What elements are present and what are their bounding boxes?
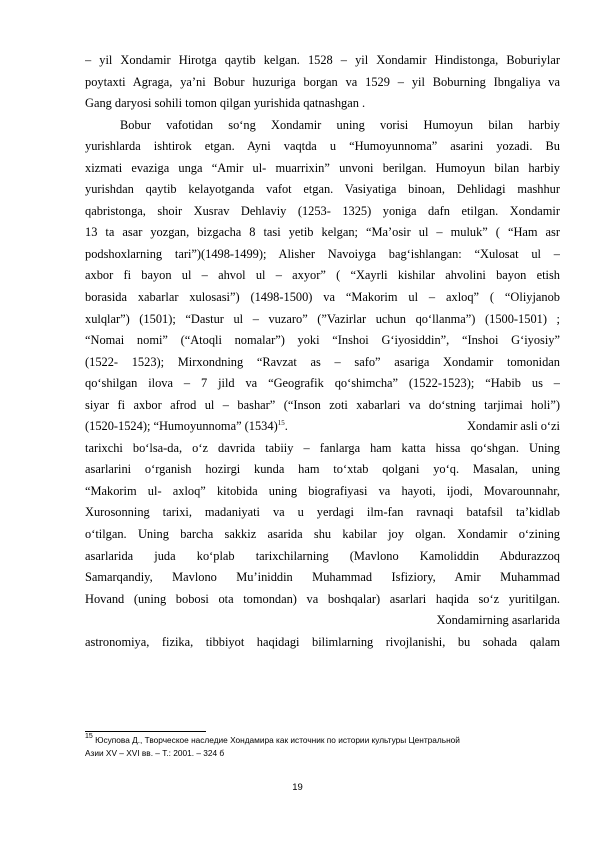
body-line: tarixchi bo‘lsa-da, o‘z davrida tabiiy – fanlarga ham katta hissa qo‘shgan. Uning: [85, 440, 560, 455]
body-line: poytaxti Agraga, ya’ni Bobur huzuriga borgan va 1529 – yil Boburning Ibngaliya va: [85, 74, 560, 89]
body-line: “Nomai nomi” (“Atoqli nomalar”) yoki “Inshoi G‘iyosiddin”, “Inshoi G‘iyosiy”: [85, 333, 560, 348]
body-line: o‘tilgan. Uning barcha sakkiz asarida shu kabilar joy olgan. Xondamir o‘zining: [85, 527, 560, 542]
footnote-text: Юсупова Д., Творческое наследие Хондамира как источник по истории культуры Центральной: [95, 735, 460, 745]
body-text: [85, 50, 560, 653]
footnote-divider: [85, 731, 206, 732]
body-line: – yil Xondamir Hirotga qaytib kelgan. 1528 – yil Xondamir Hindistonga, Boburiylar: [85, 53, 560, 67]
body-line: qabristonga, shoir Xusrav Dehlaviy (1253- 1325) yoniga dafn etilgan. Xondamir: [85, 203, 560, 218]
body-line: 13 ta asar yozgan, bizgacha 8 tasi yetib kelgan; “Ma’osir ul – muluk” ( “Ham asr: [85, 225, 560, 240]
body-line: podshoxlarning tari”)(1498-1499); Alisher Navoiyga bag‘ishlangan: “Xulosat ul –: [85, 246, 560, 261]
body-line-period: .: [284, 419, 288, 434]
body-line: Samarqandiy, Mavlono Mu’iniddin Muhammad Isfiziory, Amir Muhammad: [85, 570, 560, 585]
body-line: axbor fi bayon ul – ahvol ul – axyor” ( “Xayrli kishilar ahvolini bayon etish: [85, 268, 560, 283]
body-line: Xurosonning tarixi, madaniyati va u yerdagi ilm-fan ravnaqi batafsil ta’kidlab: [85, 505, 560, 520]
body-line-right: Xondamir asli o‘zi: [467, 419, 560, 434]
body-line: yurishlarda ishtirok etgan. Ayni vaqtda u “Humoyunnoma” asarini yozadi. Bu: [85, 139, 560, 154]
body-line-with-footnote: [85, 416, 560, 438]
footnote-line: [85, 734, 560, 747]
footnote: [85, 734, 560, 759]
body-line: qo‘shilgan ilova – 7 jild va “Geografik qo‘shimcha” (1522-1523); “Habib us –: [85, 376, 560, 391]
body-line: (1522- 1523); Mirxondning “Ravzat as – safo” asariga Xondamir tomonidan: [85, 354, 560, 369]
body-line: asarlarini o‘rganish hozirgi kunda ham to‘xtab qolgani yo‘q. Masalan, uning: [85, 462, 560, 477]
body-line: borasida xabarlar xulosasi”) (1498-1500) va “Makorim ul – axloq” ( “Oliyjanob: [85, 290, 560, 305]
body-line-text: (1520-1524); “Humoyunnoma” (1534): [85, 419, 278, 434]
body-line: “Makorim ul- axloq” kitobida uning biografiyasi va hayoti, ijodi, Movarounnahr,: [85, 483, 560, 498]
footnote-line: Азии XV – XVI вв. – Т.: 2001. – 324 б: [85, 747, 225, 758]
body-line: astronomiya, fizika, tibbiyot haqidagi bilimlarning rivojlanishi, bu sohada qalam: [85, 634, 560, 649]
body-line: xizmati evaziga unga “Amir ul- muarrixin” unvoni berilgan. Humoyun bilan harbiy: [85, 160, 560, 175]
body-line: Hovand (uning bobosi ota tomondan) va boshqalar) asarlari haqida so‘z yuritilgan.: [85, 591, 560, 606]
paragraph-start: Bobur vafotidan so‘ng Xondamir uning vorisi Humoyun bilan harbiy: [120, 117, 560, 132]
footnote-marker: 15: [85, 733, 93, 740]
body-line: xulqlar”) (1501); “Dastur ul – vuzaro” (”Vazirlar uchun qo‘llanma”) (1500-1501) ;: [85, 311, 560, 326]
body-line: yurishdan qaytib kelayotganda vafot etgan. Vasiyatiga binoan, Dehlidagi mashhur: [85, 182, 560, 197]
footnote-ref: 15: [277, 419, 285, 428]
page-number: 19: [292, 782, 303, 793]
body-line: siyar fi axbor afrod ul – bashar” (“Inson zoti xabarlari va do‘stning tarjimai holi”): [85, 397, 560, 412]
body-line: Xondamirning asarlarida: [436, 613, 560, 628]
body-line: Gang daryosi sohili tomon qilgan yurishida qatnashgan .: [85, 96, 366, 111]
body-line: asarlarida juda ko‘plab tarixchilarning (Mavlono Kamoliddin Abdurazzoq: [85, 548, 560, 563]
